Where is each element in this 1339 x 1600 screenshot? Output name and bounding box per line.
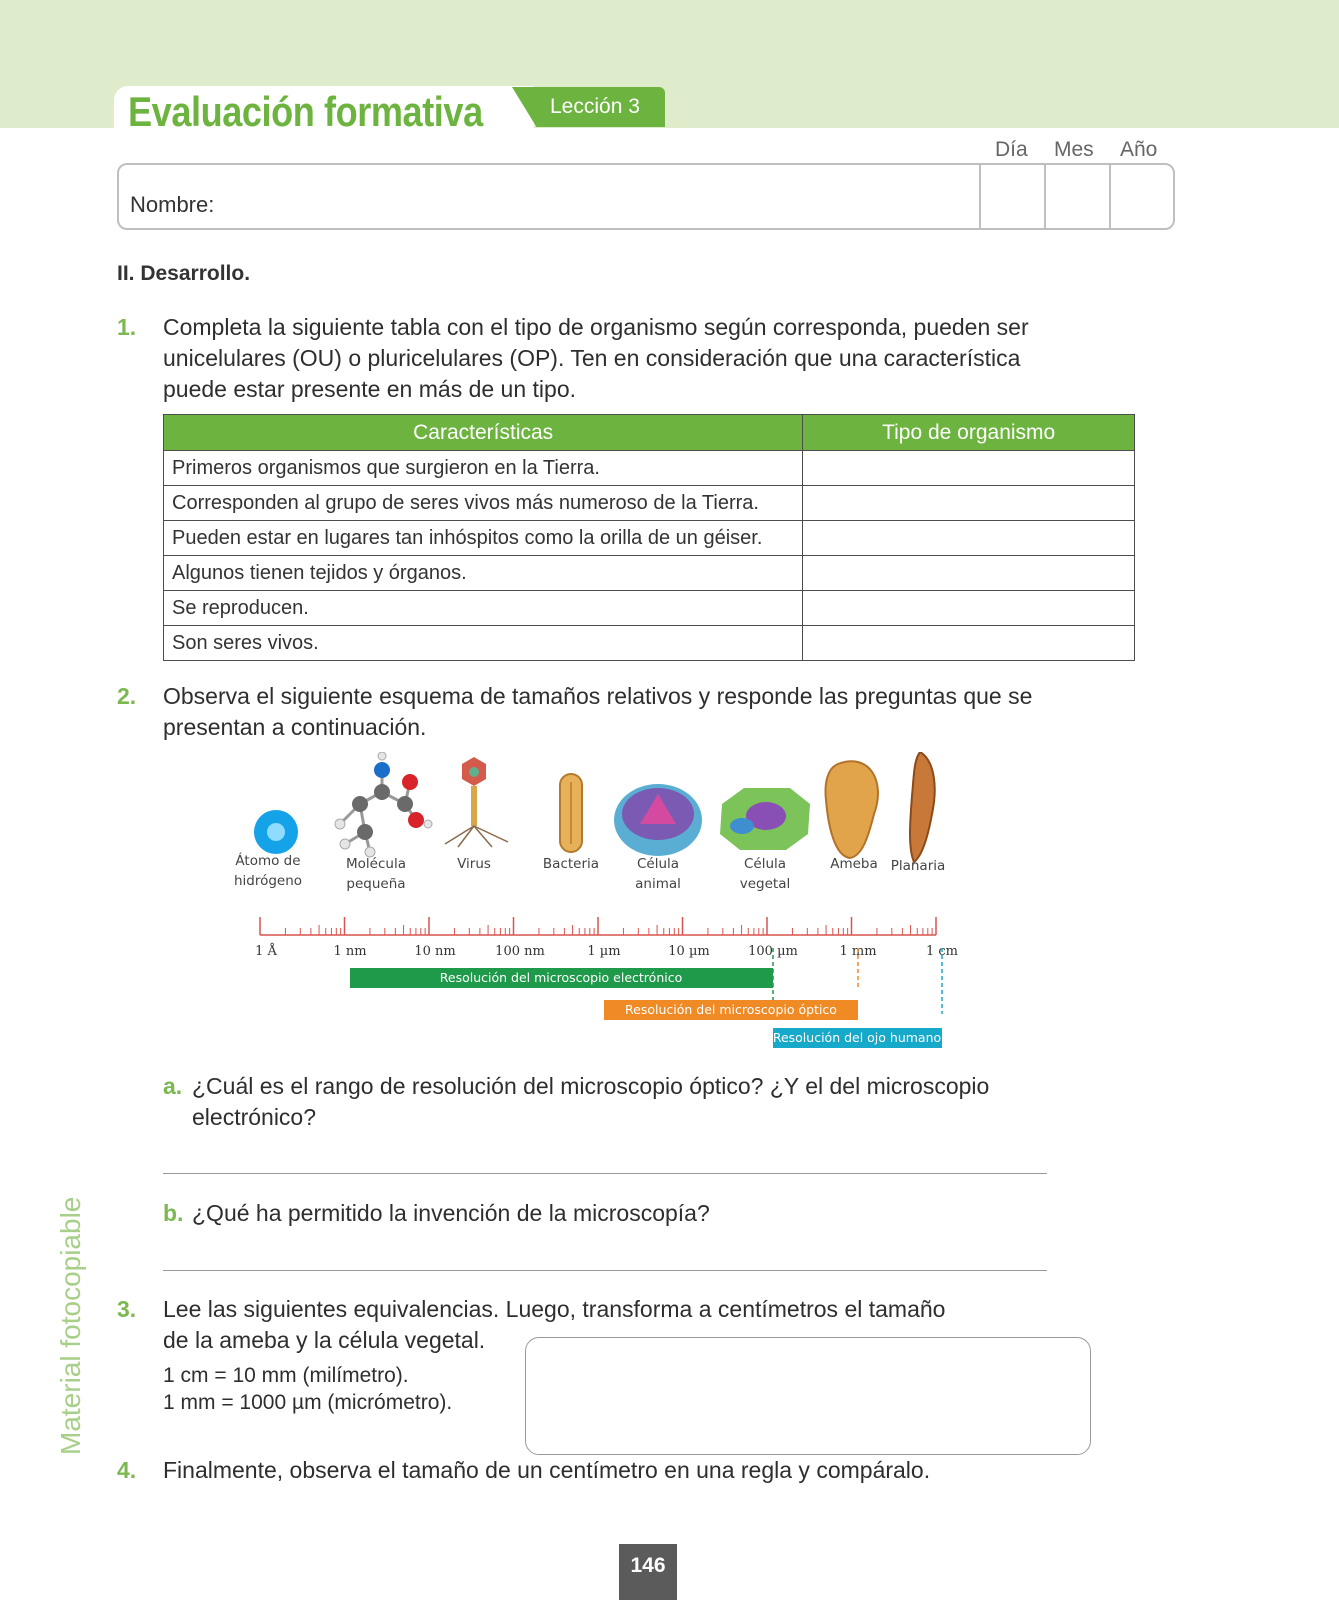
item-label: Átomo de (235, 853, 301, 869)
table-row (164, 486, 1135, 521)
item-label: pequeña (346, 876, 406, 892)
scale-tick-label: 1 cm (925, 944, 959, 959)
characteristic-cell: Son seres vivos. (164, 626, 803, 661)
scale-tick-label: 1 Å (255, 944, 277, 959)
page-title: Evaluación formativa (128, 88, 483, 135)
item-label: Molécula (346, 856, 406, 872)
answer-cell[interactable] (803, 521, 1135, 556)
scale-tick-label: 100 µm (748, 944, 798, 959)
item-label: Virus (457, 856, 491, 872)
characteristic-cell: Primeros organismos que surgieron en la Tierra. (164, 451, 803, 486)
answer-cell[interactable] (803, 626, 1135, 661)
year-label: Año (1120, 138, 1158, 161)
scale-tick-label: 100 nm (495, 944, 545, 959)
amoeba-icon (826, 761, 878, 858)
range-label: Resolución del microscopio electrónico (439, 970, 683, 985)
question-number: 2. (117, 683, 137, 709)
question-text: Lee las siguientes equivalencias. Luego, transforma a centímetros el tamaño de la ameba y la célula vegetal. (163, 1296, 946, 1353)
range-label: Resolución del microscopio óptico (625, 1002, 837, 1017)
day-label: Día (995, 138, 1028, 161)
answer-box[interactable] (525, 1337, 1091, 1455)
molecule-atoms (335, 752, 432, 857)
characteristic-cell: Algunos tienen tejidos y órganos. (164, 556, 803, 591)
item-label: Planaria (890, 858, 946, 874)
item-label: hidrógeno (233, 873, 303, 889)
answer-cell[interactable] (803, 556, 1135, 591)
animal-cell-icon (614, 784, 702, 856)
hydrogen-atom-icon (254, 810, 298, 854)
sub-question-letter: a. (163, 1073, 183, 1099)
date-divider (1109, 165, 1111, 229)
scale-tick-label: 10 nm (414, 944, 456, 959)
characteristic-cell: Se reproducen. (164, 591, 803, 626)
scale-tick-label: 1 µm (587, 944, 621, 959)
scale-tick-label: 1 nm (333, 944, 367, 959)
item-label: animal (635, 876, 681, 892)
scale-tick-label: 10 µm (668, 944, 710, 959)
table-row (164, 521, 1135, 556)
item-label: Bacteria (542, 856, 600, 872)
question-text: Completa la siguiente tabla con el tipo de organismo según corresponda, pueden ser unicelulares (OU) o pluricelulares (OP). Ten en consideración que una característica puede estar presente en más de un tipo. (163, 314, 1029, 402)
item-label: Ameba (830, 856, 878, 872)
bacteria-icon (560, 774, 582, 852)
plant-cell-icon (720, 788, 810, 850)
date-divider (1044, 165, 1046, 229)
table-row (164, 591, 1135, 626)
table-header: Características (164, 415, 803, 451)
question-number: 1. (117, 314, 137, 340)
relative-size-diagram (230, 752, 980, 1052)
sub-question-text: ¿Qué ha permitido la invención de la microscopía? (192, 1200, 710, 1226)
scale-ruler (260, 917, 936, 935)
question-number: 4. (117, 1457, 137, 1483)
virus-icon (445, 757, 508, 847)
question-number: 3. (117, 1296, 137, 1322)
table-row (164, 556, 1135, 591)
range-label: Resolución del ojo humano (772, 1030, 942, 1045)
item-label: Célula (636, 856, 680, 872)
question-text: Finalmente, observa el tamaño de un centímetro en una regla y compáralo. (163, 1457, 931, 1483)
month-label: Mes (1054, 138, 1094, 161)
equivalences: 1 cm = 10 mm (milímetro). 1 mm = 1000 µm (micrómetro). (163, 1364, 453, 1414)
answer-cell[interactable] (803, 591, 1135, 626)
item-label: vegetal (739, 876, 791, 892)
page-number: 146 (619, 1544, 677, 1600)
scale-labels (255, 943, 958, 959)
item-label: Célula (743, 856, 787, 872)
lesson-label: Lección 3 (550, 95, 640, 118)
scale-tick-label: 1 mm (839, 944, 877, 959)
table-header: Tipo de organismo (803, 415, 1135, 451)
characteristic-cell: Corresponden al grupo de seres vivos más numeroso de la Tierra. (164, 486, 803, 521)
section-title: II. Desarrollo. (117, 262, 251, 285)
date-divider (979, 165, 981, 229)
name-field[interactable] (117, 163, 1175, 230)
sub-question-text: ¿Cuál es el rango de resolución del microscopio óptico? ¿Y el del microscopio electrónico? (192, 1073, 990, 1130)
sub-question-letter: b. (163, 1200, 184, 1226)
name-label: Nombre: (130, 192, 215, 217)
side-note: Material fotocopiable (55, 1196, 86, 1455)
question-text: Observa el siguiente esquema de tamaños relativos y responde las preguntas que se presentan a continuación. (163, 683, 1033, 740)
answer-cell[interactable] (803, 451, 1135, 486)
characteristic-cell: Pueden estar en lugares tan inhóspitos como la orilla de un géiser. (164, 521, 803, 556)
table-row (164, 626, 1135, 661)
answer-cell[interactable] (803, 486, 1135, 521)
answer-line[interactable] (163, 1173, 1047, 1174)
table-row (164, 451, 1135, 486)
characteristics-table (163, 414, 1135, 661)
planaria-icon (910, 752, 935, 862)
answer-line[interactable] (163, 1270, 1047, 1271)
